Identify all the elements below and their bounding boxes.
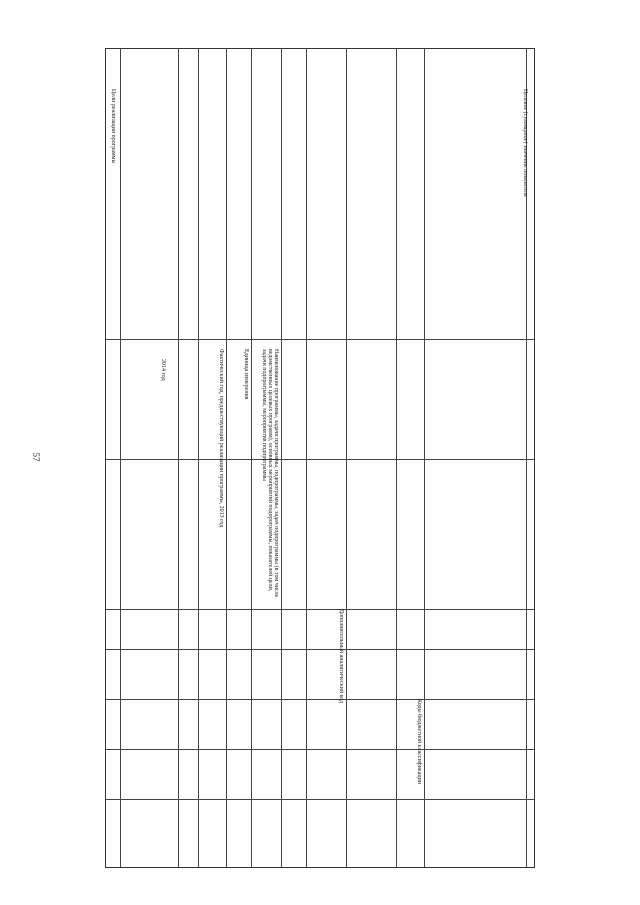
header-unit: Единица измерения <box>243 349 249 400</box>
col-line <box>281 49 282 867</box>
col-line <box>178 49 179 867</box>
header-program-goals: Цели реализации программы <box>110 89 116 164</box>
col-line <box>396 49 397 867</box>
col-line <box>226 49 227 867</box>
row-line <box>106 609 534 610</box>
col-line <box>424 49 425 867</box>
header-year-2014: 2014 год <box>160 359 166 381</box>
col-line <box>251 49 252 867</box>
program-table <box>105 48 535 868</box>
row-line <box>106 339 534 340</box>
col-line <box>198 49 199 867</box>
row-line <box>106 649 534 650</box>
header-final-value: Целевое (суммарное) значение показателя <box>522 89 528 197</box>
row-line <box>106 459 534 460</box>
header-fact-value: Фактический год, предшествующий реализации программы, 2013 год <box>218 349 224 528</box>
col-line <box>346 49 347 867</box>
header-budget-codes: Коды бюджетной классификации <box>416 699 422 784</box>
page-number: 57 <box>31 452 41 462</box>
row-line <box>106 699 534 700</box>
header-analytic-codes: Дополнительный аналитический код <box>338 609 344 704</box>
col-line <box>120 49 121 867</box>
col-line <box>306 49 307 867</box>
header-name: Наименование программы, задачи программы, подпрограммы, задач подпрограммы (в том числе ведомственных целевых программ), основных мероприятий подпрограммы, показателей цели, задачи подпрограммы, мероприятия подпрограммы <box>261 349 279 598</box>
row-line <box>106 749 534 750</box>
row-line <box>106 799 534 800</box>
